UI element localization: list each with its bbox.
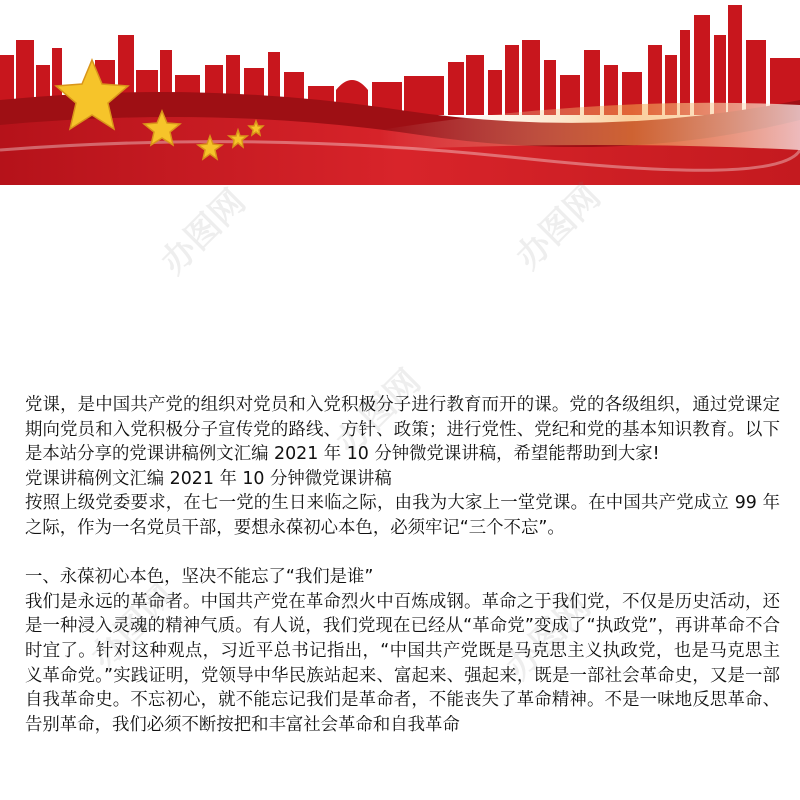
banner-graphic [0, 0, 800, 185]
header-banner [0, 0, 800, 185]
document-body [25, 393, 780, 737]
section-paragraph: 我们是永远的革命者。中国共产党在革命烈火中百炼成钢。革命之于我们党，不仅是历史活动，还是一种浸入灵魂的精神气质。有人说，我们党现在已经从“革命党”变成了“执政党”，再讲革命不合时宜了。针对这种观点，习近平总书记指出，“中国共产党既是马克思主义执政党，也是马克思主义革命党。”实践证明，党领导中华民族站起来、富起来、强起来，既是一部社会革命史，又是一部自我革命史。不忘初心，就不能忘记我们是革命者，不能丧失了革命精神。不是一味地反思革命、告别革命，我们必须不断按把和丰富社会革命和自我革命 [25, 591, 780, 735]
watermark: 办图网 [153, 181, 254, 283]
document-title: 党课讲稿例文汇编 2021 年 10 分钟微党课讲稿 [25, 468, 392, 489]
intro-paragraph: 党课，是中国共产党的组织对党员和入党积极分子进行教育而开的课。党的各级组织，通过党课定期向党员和入党积极分子宣传党的路线、方针、政策；进行党性、党纪和党的基本知识教育。以下是本站分享的党课讲稿例文汇编 2021 年 10 分钟微党课讲稿，希望能帮助到大家! [25, 395, 780, 465]
watermark: 办图网 [508, 176, 609, 278]
watermark: 办图网 [328, 361, 429, 463]
section-heading: 一、永葆初心本色，坚决不能忘了“我们是谁” [25, 567, 374, 588]
watermark: 办图网 [498, 586, 599, 688]
opening-paragraph: 按照上级党委要求，在七一党的生日来临之际，由我为大家上一堂党课。在中国共产党成立 99 年之际，作为一名党员干部，要想永葆初心本色，必须牢记“三个不忘”。 [25, 493, 780, 538]
watermark: 办图网 [83, 576, 184, 678]
blank-line [25, 541, 780, 566]
